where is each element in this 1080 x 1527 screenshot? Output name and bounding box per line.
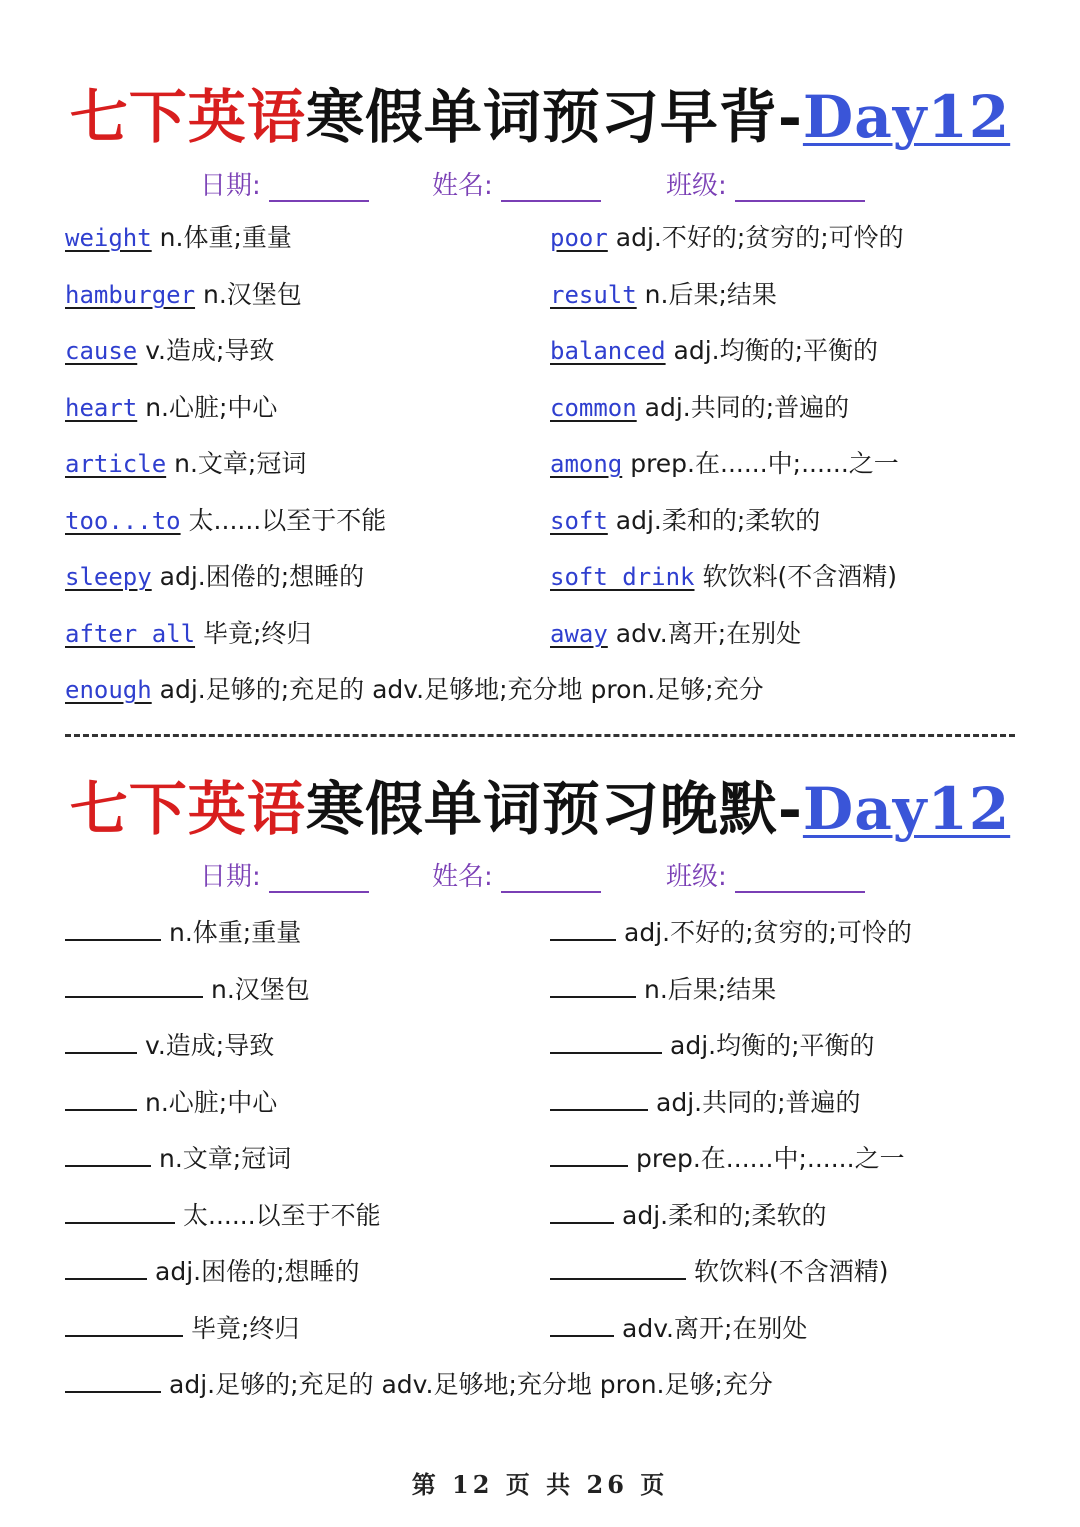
blank-row: [65, 1024, 274, 1060]
vocab-word: poor: [550, 224, 608, 252]
blank-row: [550, 1081, 861, 1117]
vocab-word: after all: [65, 620, 196, 648]
vocab-def: n.体重;重量: [159, 223, 292, 252]
vocab-def: 毕竟;终归: [191, 1314, 300, 1343]
title-black: 寒假单词预习晚默-: [305, 775, 803, 843]
blank-row: [550, 1137, 905, 1173]
blank-row: [65, 1137, 291, 1173]
vocab-word: weight: [65, 224, 152, 252]
answer-blank[interactable]: [65, 1363, 161, 1393]
vocab-def: adj.柔和的;柔软的: [615, 506, 821, 535]
vocab-def: adj.均衡的;平衡的: [673, 336, 879, 365]
section-divider: [65, 734, 1015, 737]
blank-row: [65, 1363, 773, 1399]
answer-blank[interactable]: [65, 911, 161, 941]
answer-blank[interactable]: [550, 1137, 628, 1167]
vocab-def: adj.不好的;贫穷的;可怜的: [615, 223, 904, 252]
vocab-row: [550, 503, 820, 539]
answer-blank[interactable]: [550, 1307, 614, 1337]
vocab-row: [65, 672, 764, 708]
title-red: 七下英语: [69, 83, 306, 151]
vocab-row: [65, 503, 386, 539]
vocab-word: common: [550, 394, 637, 422]
evening-title: [0, 762, 1080, 846]
vocab-row: [550, 559, 897, 595]
vocab-word: soft: [550, 507, 608, 535]
vocab-word: away: [550, 620, 608, 648]
vocab-word: result: [550, 281, 637, 309]
vocab-def: adj.足够的;充足的 adv.足够地;充分地 pron.足够;充分: [159, 675, 764, 704]
answer-blank[interactable]: [550, 1081, 648, 1111]
morning-title: [0, 70, 1080, 154]
vocab-def: adj.不好的;贫穷的;可怜的: [624, 918, 912, 947]
answer-blank[interactable]: [65, 968, 203, 998]
vocab-def: adj.共同的;普遍的: [644, 393, 850, 422]
blank-row: [550, 1194, 827, 1230]
vocab-def: n.汉堡包: [211, 975, 310, 1004]
answer-blank[interactable]: [550, 911, 616, 941]
vocab-def: adj.均衡的;平衡的: [670, 1031, 875, 1060]
vocab-def: 太......以至于不能: [188, 506, 387, 535]
title-black: 寒假单词预习早背-: [305, 83, 803, 151]
answer-blank[interactable]: [65, 1307, 183, 1337]
vocab-def: adj.困倦的;想睡的: [155, 1257, 360, 1286]
vocab-def: n.后果;结果: [644, 280, 777, 309]
blank-row: [550, 1250, 889, 1286]
answer-blank[interactable]: [65, 1024, 137, 1054]
date-line[interactable]: [269, 861, 369, 893]
vocab-row: [550, 616, 801, 652]
blank-row: [550, 968, 776, 1004]
name-field: 姓名:: [432, 165, 601, 202]
name-field: 姓名:: [432, 856, 601, 893]
vocab-row: [65, 616, 311, 652]
title-red: 七下英语: [69, 775, 306, 843]
vocab-row: [65, 333, 274, 369]
vocab-def: n.体重;重量: [169, 918, 302, 947]
blank-row: [65, 968, 310, 1004]
vocab-def: adj.足够的;充足的 adv.足够地;充分地 pron.足够;充分: [169, 1370, 773, 1399]
answer-blank[interactable]: [550, 1194, 614, 1224]
blank-row: [65, 1250, 360, 1286]
vocab-word: article: [65, 450, 167, 478]
name-line[interactable]: [501, 861, 601, 893]
vocab-def: adj.柔和的;柔软的: [622, 1201, 827, 1230]
answer-blank[interactable]: [65, 1250, 147, 1280]
date-field: 日期:: [200, 856, 369, 893]
vocab-word: heart: [65, 394, 138, 422]
vocab-def: prep.在......中;......之一: [636, 1144, 905, 1173]
date-field: 日期:: [200, 165, 369, 202]
vocab-word: cause: [65, 337, 138, 365]
vocab-def: adv.离开;在别处: [622, 1314, 808, 1343]
vocab-row: [550, 333, 878, 369]
vocab-row: [550, 220, 904, 256]
name-line[interactable]: [501, 170, 601, 202]
class-field: 班级:: [666, 165, 865, 202]
blank-row: [65, 1307, 299, 1343]
vocab-row: [550, 277, 777, 313]
vocab-word: among: [550, 450, 623, 478]
vocab-def: n.汉堡包: [203, 280, 302, 309]
vocab-row: [65, 559, 364, 595]
vocab-def: 毕竟;终归: [203, 619, 312, 648]
class-line[interactable]: [735, 861, 865, 893]
morning-info: [0, 165, 1080, 205]
vocab-def: adj.共同的;普遍的: [656, 1088, 861, 1117]
class-line[interactable]: [735, 170, 865, 202]
vocab-def: adv.离开;在别处: [615, 619, 802, 648]
vocab-word: soft drink: [550, 563, 695, 591]
vocab-def: n.心脏;中心: [145, 393, 278, 422]
vocab-row: [550, 446, 899, 482]
blank-row: [65, 911, 301, 947]
vocab-def: n.文章;冠词: [159, 1144, 292, 1173]
vocab-row: [65, 390, 277, 426]
title-day: Day12: [802, 83, 1011, 151]
answer-blank[interactable]: [550, 1250, 686, 1280]
blank-row: [65, 1194, 381, 1230]
vocab-def: 太......以至于不能: [183, 1201, 381, 1230]
answer-blank[interactable]: [65, 1194, 175, 1224]
vocab-def: adj.困倦的;想睡的: [159, 562, 365, 591]
vocab-def: n.心脏;中心: [145, 1088, 278, 1117]
answer-blank[interactable]: [550, 968, 636, 998]
vocab-word: sleepy: [65, 563, 152, 591]
date-line[interactable]: [269, 170, 369, 202]
blank-row: [550, 1024, 875, 1060]
answer-blank[interactable]: [550, 1024, 662, 1054]
vocab-row: [65, 446, 306, 482]
blank-row: [550, 911, 912, 947]
vocab-word: balanced: [550, 337, 666, 365]
vocab-row: [65, 220, 292, 256]
vocab-def: 软饮料(不含酒精): [694, 1257, 889, 1286]
vocab-word: too...to: [65, 507, 181, 535]
vocab-word: hamburger: [65, 281, 196, 309]
vocab-def: n.文章;冠词: [174, 449, 307, 478]
answer-blank[interactable]: [65, 1137, 151, 1167]
vocab-word: enough: [65, 676, 152, 704]
vocab-def: n.后果;结果: [644, 975, 777, 1004]
page-footer: 第 12 页 共 26 页: [411, 1470, 669, 1499]
vocab-row: [550, 390, 849, 426]
vocab-def: v.造成;导致: [145, 336, 275, 365]
class-field: 班级:: [666, 856, 865, 893]
answer-blank[interactable]: [65, 1081, 137, 1111]
blank-row: [65, 1081, 277, 1117]
vocab-row: [65, 277, 302, 313]
vocab-def: v.造成;导致: [145, 1031, 275, 1060]
evening-info: [0, 856, 1080, 896]
blank-row: [550, 1307, 807, 1343]
vocab-def: prep.在......中;......之一: [630, 449, 899, 478]
title-day: Day12: [802, 775, 1011, 843]
vocab-def: 软饮料(不含酒精): [702, 562, 897, 591]
